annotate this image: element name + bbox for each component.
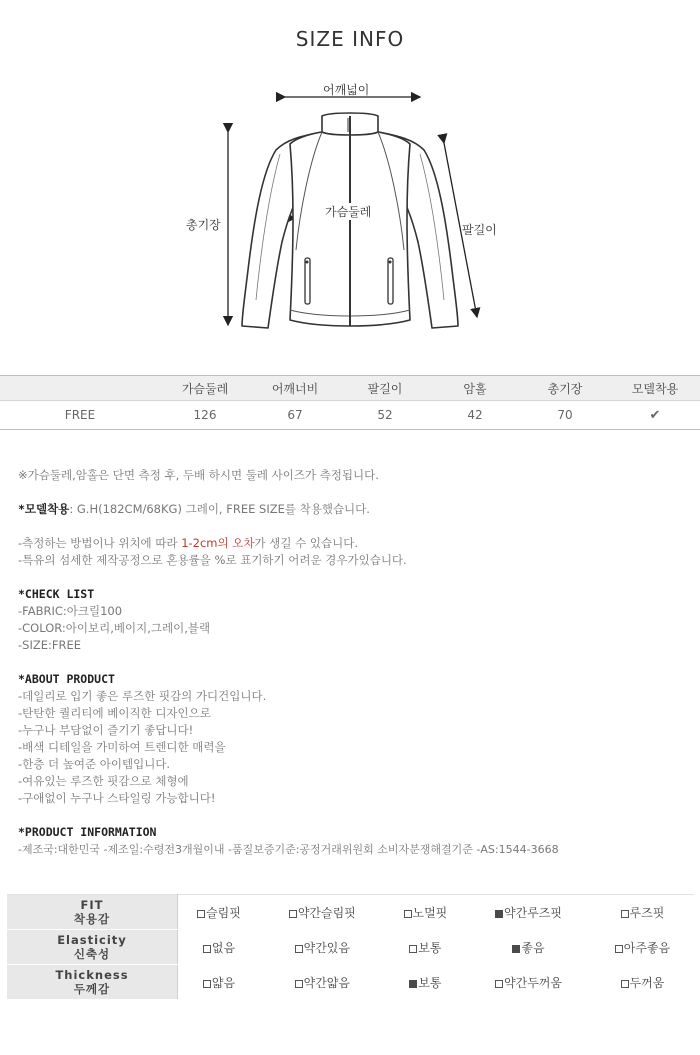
fit-option-label: 두꺼움 — [629, 975, 665, 990]
fit-option-label: 보통 — [418, 940, 442, 955]
fit-option-label: 보통 — [418, 975, 442, 990]
about-item: -여유있는 루즈한 핏감으로 체형에 — [18, 774, 189, 788]
fit-option-label: 슬림핏 — [206, 905, 241, 920]
error-note-highlight: 1-2cm의 오차 — [181, 536, 255, 550]
check-item-size: -SIZE:FREE — [18, 638, 81, 652]
thickness-row — [7, 965, 694, 1000]
fit-category-en: Elasticity — [57, 933, 127, 947]
fit-category-ko: 착용감 — [73, 912, 111, 926]
size-armhole-value: 42 — [430, 401, 520, 430]
about-item: -누구나 부담없이 즐기기 좋답니다! — [18, 723, 194, 737]
unchecked-box-icon — [203, 945, 211, 953]
chest-label: 가슴둘레 — [325, 205, 372, 219]
size-shoulder-value: 67 — [250, 401, 340, 430]
left-pocket — [305, 258, 310, 304]
elasticity-row — [7, 930, 694, 965]
fit-option — [260, 965, 385, 1000]
size-header-blank — [0, 376, 160, 401]
checked-box-icon — [409, 980, 417, 988]
fit-option — [591, 930, 694, 965]
fit-option-label: 약간얇음 — [303, 975, 350, 990]
fit-table — [7, 894, 694, 1000]
unchecked-box-icon — [295, 980, 303, 988]
fit-option — [385, 895, 467, 930]
about-heading: *ABOUT PRODUCT — [18, 672, 115, 686]
about-item: -한층 더 높여준 아이템입니다. — [18, 757, 171, 771]
fit-category-ko: 신축성 — [73, 947, 111, 961]
unchecked-box-icon — [615, 945, 623, 953]
jacket-diagram — [0, 70, 700, 350]
fit-option — [260, 895, 385, 930]
check-list-heading: *CHECK LIST — [18, 587, 95, 601]
fit-option-label: 아주좋음 — [623, 940, 671, 955]
fit-option-label: 얇음 — [211, 975, 236, 990]
fit-category-label — [7, 965, 178, 1000]
unchecked-box-icon — [409, 945, 417, 953]
fit-option — [466, 895, 591, 930]
fit-row — [7, 895, 694, 930]
measure-note: ※가슴둘레,암홀은 단면 측정 후, 두배 하시면 둘레 사이즈가 측정됩니다. — [18, 468, 379, 482]
shoulder-label: 어깨넓이 — [323, 83, 370, 97]
fit-category-label — [7, 930, 178, 965]
check-item-color: -COLOR:아이보리,베이지,그레이,블랙 — [18, 621, 211, 635]
about-item: -구애없이 누구나 스타일링 가능합니다! — [18, 791, 216, 805]
fit-option — [466, 930, 591, 965]
unchecked-box-icon — [197, 910, 205, 918]
checked-box-icon — [512, 945, 520, 953]
model-heading: *모델착용 — [18, 502, 70, 516]
unchecked-box-icon — [621, 980, 629, 988]
checked-box-icon — [495, 910, 503, 918]
size-header-sleeve: 팔길이 — [340, 376, 430, 401]
error-note-pre: -측정하는 방법이나 위치에 따라 — [18, 536, 182, 550]
size-header-shoulder: 어깨너비 — [250, 376, 340, 401]
fit-option-label: 루즈핏 — [629, 905, 665, 920]
about-item: -데일리로 입기 좋은 루즈한 핏감의 가디건입니다. — [18, 689, 267, 703]
size-sleeve-value: 52 — [340, 401, 430, 430]
product-notes — [18, 467, 688, 858]
size-header-chest: 가슴둘레 — [160, 376, 250, 401]
unchecked-box-icon — [289, 910, 297, 918]
fit-option-label: 없음 — [211, 940, 236, 955]
length-label: 총기장 — [186, 218, 221, 232]
page-title: SIZE INFO — [295, 27, 405, 51]
size-table-header — [0, 376, 700, 401]
check-icon: ✔ — [649, 407, 661, 423]
fit-category-ko: 두께감 — [73, 982, 111, 996]
right-pocket — [388, 258, 393, 304]
unchecked-box-icon — [621, 910, 629, 918]
fit-option-label: 좋음 — [521, 940, 545, 955]
fit-option-label: 약간있음 — [303, 940, 350, 955]
about-item: -배색 디테일을 가미하여 트렌디한 매력을 — [18, 740, 226, 754]
unchecked-box-icon — [203, 980, 211, 988]
fit-option — [385, 930, 467, 965]
error-note-post: 가 생길 수 있습니다. — [254, 536, 358, 550]
fit-option-label: 약간루즈핏 — [504, 905, 562, 920]
fabric-note: -특유의 섬세한 제작공정으로 혼용률을 %로 표기하기 어려운 경우가있습니다. — [18, 553, 407, 567]
product-info-heading: *PRODUCT INFORMATION — [18, 825, 157, 839]
check-item-fabric: -FABRIC:아크릴100 — [18, 604, 123, 618]
fit-option — [178, 965, 260, 1000]
size-header-model: 모델착용 — [610, 376, 700, 401]
size-name: FREE — [0, 401, 160, 430]
fit-option — [591, 965, 694, 1000]
unchecked-box-icon — [404, 910, 412, 918]
fit-option — [178, 895, 260, 930]
fit-option-label: 약간두꺼움 — [504, 975, 562, 990]
fit-option — [591, 895, 694, 930]
about-item: -탄탄한 퀄리티에 베이직한 디자인으로 — [18, 706, 211, 720]
fit-option — [178, 930, 260, 965]
size-model-worn — [610, 401, 700, 430]
sleeve-label: 팔길이 — [462, 223, 497, 237]
unchecked-box-icon — [295, 945, 303, 953]
fit-option — [385, 965, 467, 1000]
fit-category-en: FIT — [80, 898, 104, 912]
fit-option-label: 약간슬림핏 — [297, 905, 356, 920]
error-note — [18, 535, 688, 552]
product-info-text: -제조국:대한민국 -제조일:수령전3개월이내 -품질보증기준:공정거래위원회 소비자분쟁해결기준 -AS:1544-3668 — [18, 843, 559, 856]
fit-option — [466, 965, 591, 1000]
table-row — [0, 401, 700, 430]
fit-category-en: Thickness — [55, 968, 129, 982]
model-text: : G.H(182CM/68KG) 그레이, FREE SIZE를 착용했습니다. — [69, 502, 370, 516]
fit-option-label: 노멀핏 — [412, 905, 448, 920]
size-header-armhole: 암홀 — [430, 376, 520, 401]
unchecked-box-icon — [495, 980, 503, 988]
fit-option — [260, 930, 385, 965]
size-table — [0, 375, 700, 430]
model-info — [18, 501, 688, 518]
size-chest-value: 126 — [160, 401, 250, 430]
fit-category-label — [7, 895, 178, 930]
size-length-value: 70 — [520, 401, 610, 430]
size-header-length: 총기장 — [520, 376, 610, 401]
